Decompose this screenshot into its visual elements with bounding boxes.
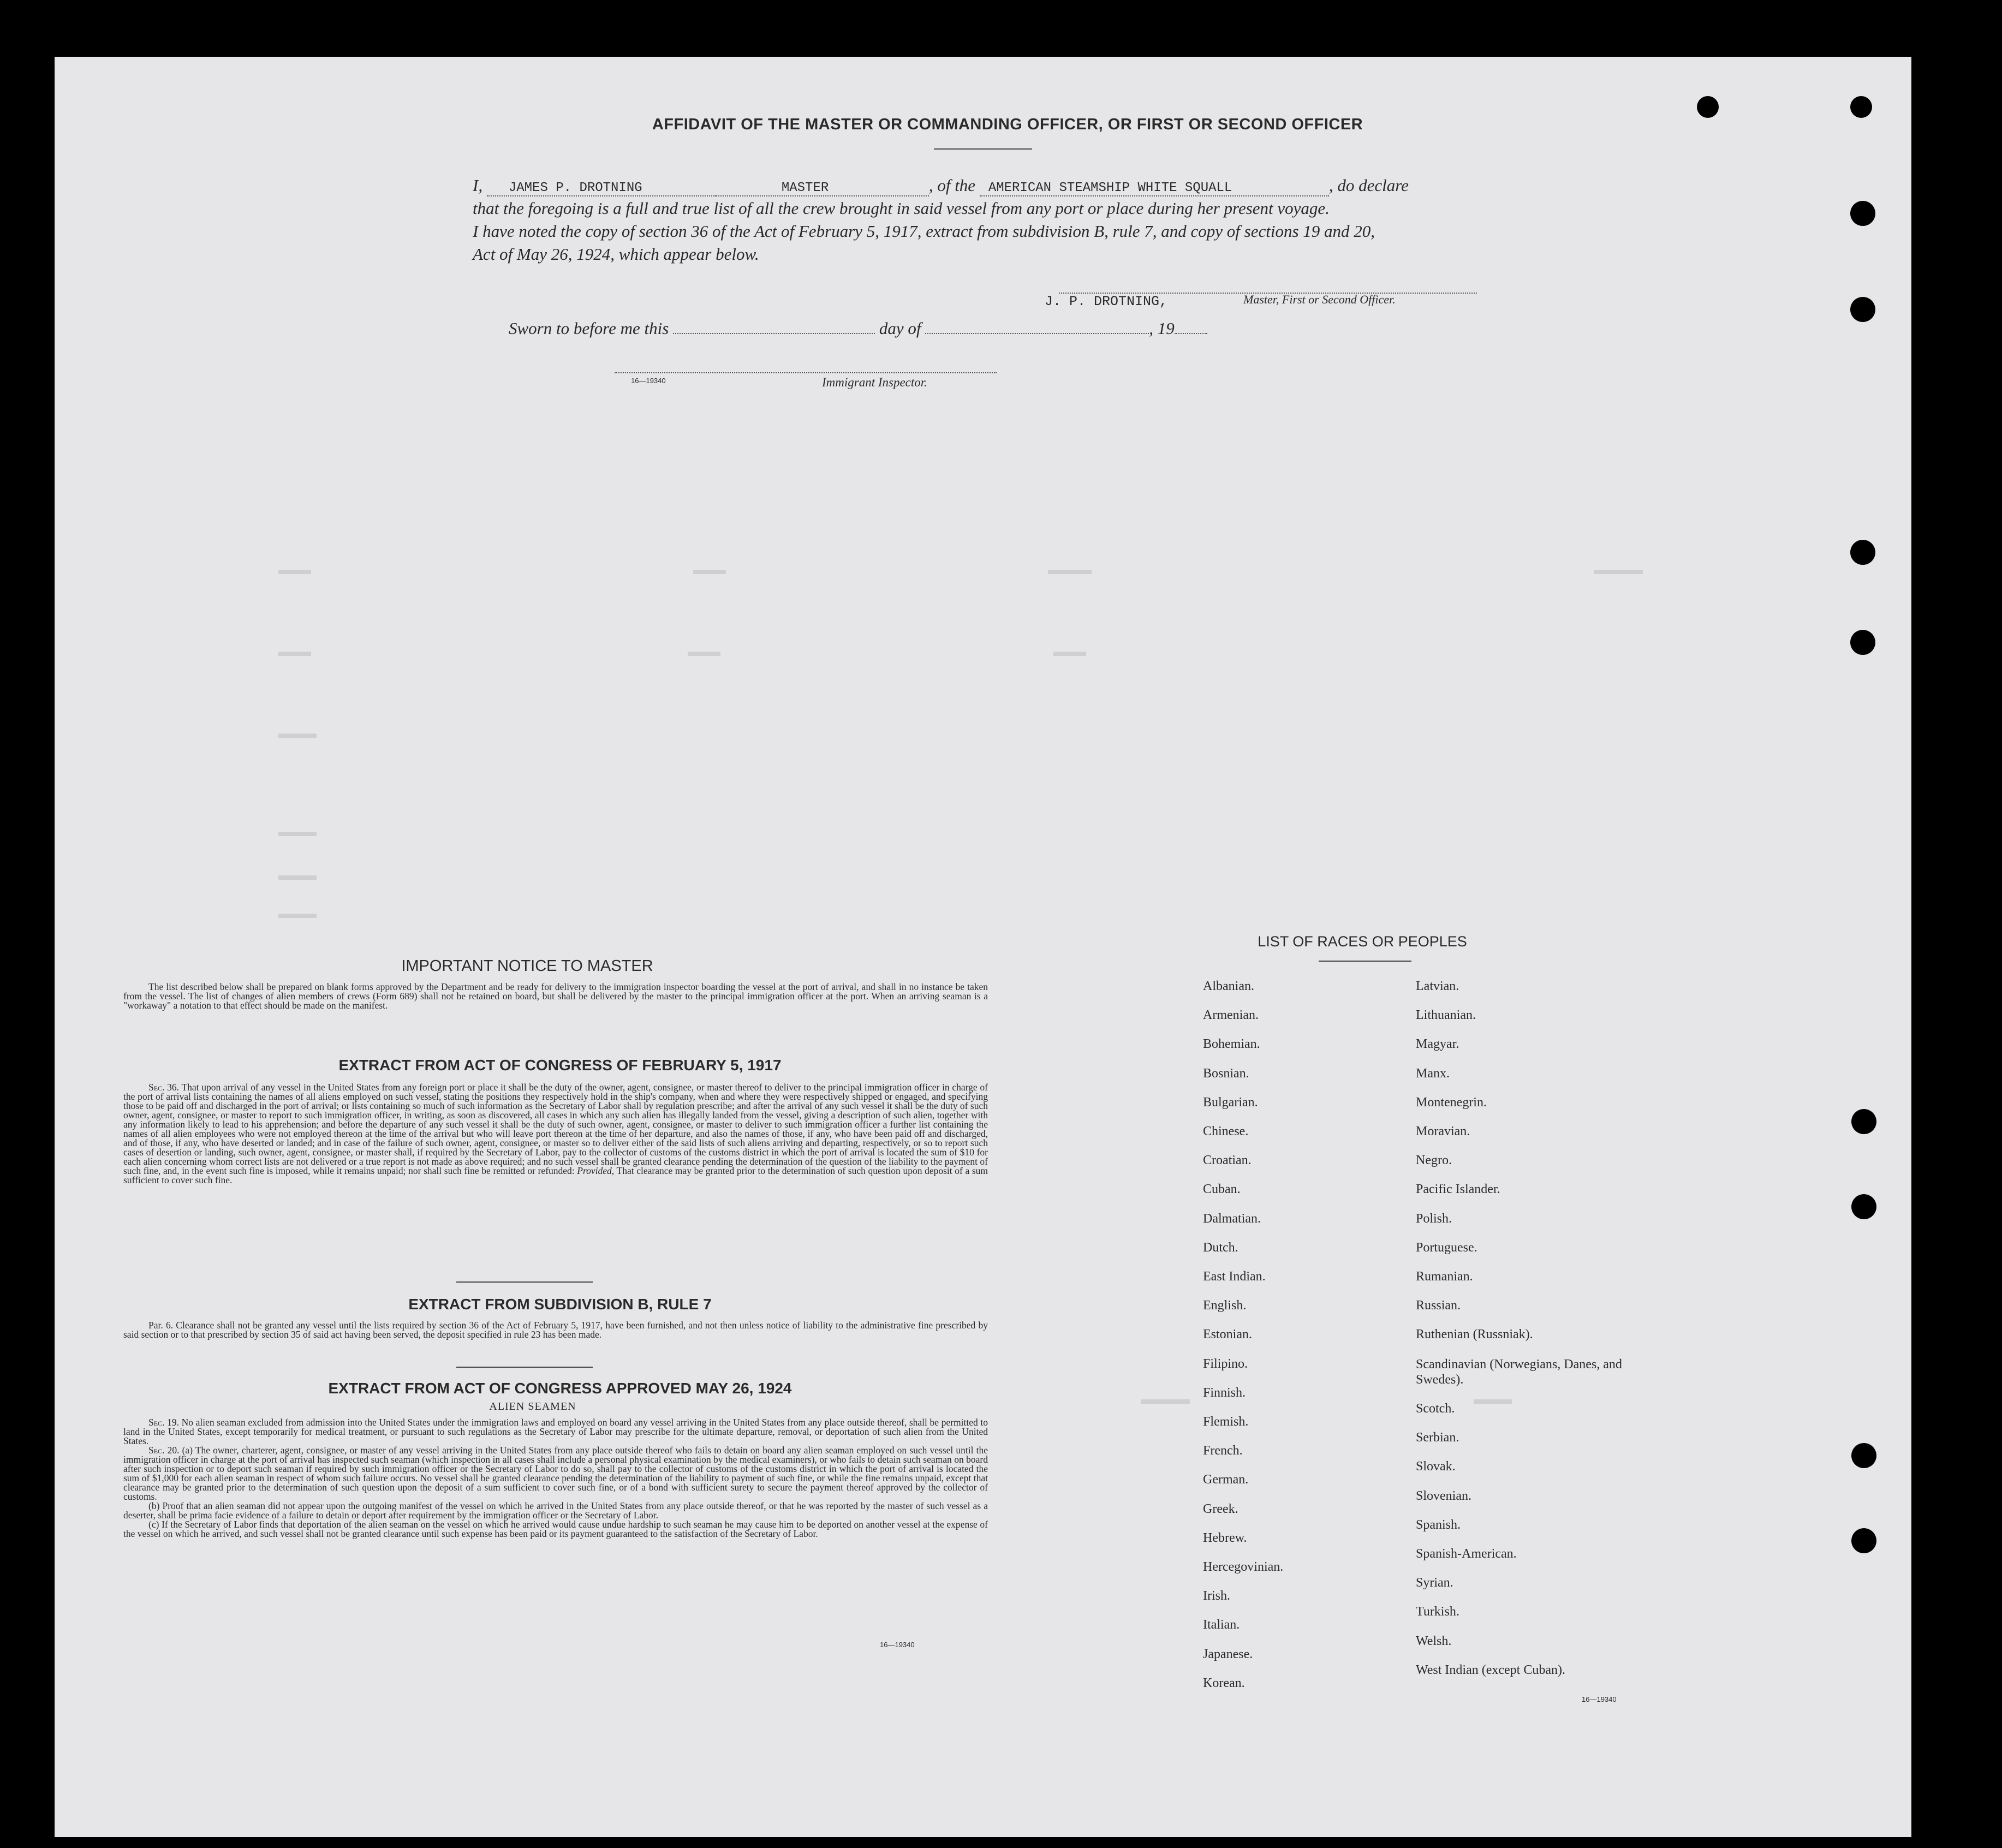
provided-word: Provided, xyxy=(577,1165,615,1176)
year-text: , 19 xyxy=(1149,319,1175,338)
race-item: Welsh. xyxy=(1416,1634,1452,1648)
bleed-through-mark xyxy=(1594,570,1643,574)
section-36-label: Sec. 36. xyxy=(148,1082,180,1093)
punch-hole xyxy=(1850,201,1875,226)
punch-hole xyxy=(1850,630,1875,655)
race-item: Estonian. xyxy=(1203,1327,1252,1342)
section-divider xyxy=(456,1367,593,1368)
affidavit-line-3: I have noted the copy of section 36 of the Act of February 5, 1917, extract from subdivision B, rule 7, and copy of sections 19 and 20, xyxy=(473,222,1375,241)
bleed-through-mark xyxy=(278,652,311,656)
section-36-paragraph xyxy=(123,1083,988,1185)
section-20a-paragraph xyxy=(123,1446,988,1501)
master-name: JAMES P. DROTNING xyxy=(508,181,642,195)
race-item: Lithuanian. xyxy=(1416,1008,1476,1023)
vessel-name-field xyxy=(980,176,1329,196)
punch-hole xyxy=(1851,1194,1876,1219)
title-underline xyxy=(934,148,1032,150)
punch-hole xyxy=(1850,540,1875,565)
race-item: Montenegrin. xyxy=(1416,1095,1487,1110)
bleed-through-mark xyxy=(1053,652,1086,656)
notice-paragraph: The list described below shall be prepared on blank forms approved by the Department and be ready for delivery to the immigration inspector boarding the vessel at the port of arrival, and shall in no instance be taken from the vessel. The list of changes of alien members of crews (Form 689) shall not be retained on board, but shall be delivered by the master to the principal immigration officer at the port. When an arriving seaman is a "workaway" a notation to that effect should be made on the manifest. xyxy=(123,981,988,1011)
section-19-label: Sec. 19. xyxy=(148,1417,179,1428)
race-item: Negro. xyxy=(1416,1153,1452,1168)
race-item: English. xyxy=(1203,1298,1247,1313)
race-item: German. xyxy=(1203,1473,1249,1487)
punch-hole xyxy=(1851,1443,1876,1468)
section-19-paragraph xyxy=(123,1418,988,1446)
sworn-line xyxy=(509,319,1207,338)
form-number: 16—19340 xyxy=(631,377,666,385)
alien-seamen-subtitle: ALIEN SEAMEN xyxy=(489,1400,576,1412)
bleed-through-mark xyxy=(1048,570,1092,574)
race-item: Armenian. xyxy=(1203,1008,1259,1023)
bleed-through-mark xyxy=(278,832,317,836)
section-20c-paragraph: (c) If the Secretary of Labor finds that deportation of the alien seaman on the vessel on which he arrived would cause undue hardship to such seaman he may cause him to be deported on another vessel at the expense of the vessel on which he arrived, and such vessel shall not be granted clearance until such expense has been paid or its payment guaranteed to the satisfaction of the Secretary of Labor. xyxy=(123,1519,988,1539)
race-item: Croatian. xyxy=(1203,1153,1252,1168)
bleed-through-mark xyxy=(688,652,720,656)
race-item: Portuguese. xyxy=(1416,1240,1477,1255)
race-item: Manx. xyxy=(1416,1066,1450,1081)
affidavit-line-4: Act of May 26, 1924, which appear below. xyxy=(473,245,759,264)
master-rank-field xyxy=(716,176,929,196)
officer-signature: J. P. DROTNING, xyxy=(1045,294,1168,309)
race-item: Scandinavian (Norwegians, Danes, and Swedes). xyxy=(1416,1357,1622,1387)
bleed-through-mark xyxy=(278,734,317,738)
bleed-through-mark xyxy=(278,570,311,574)
section-20b-paragraph: (b) Proof that an alien seaman did not appear upon the outgoing manifest of the vessel on which he arrived in the United States from any place outside thereof, or that he was reported by the master of such vessel as a deserter, shall be prima facie evidence of a failure to detain or deport after requirement by the immigration officer or the Secretary of Labor. xyxy=(123,1500,988,1521)
race-item: Greek. xyxy=(1203,1501,1238,1516)
punch-hole xyxy=(1850,297,1875,322)
punch-hole xyxy=(1851,1109,1876,1134)
race-item: Irish. xyxy=(1203,1589,1230,1603)
races-title: LIST OF RACES OR PEOPLES xyxy=(1258,933,1467,950)
race-item: Bulgarian. xyxy=(1203,1095,1258,1110)
vessel-name: AMERICAN STEAMSHIP WHITE SQUALL xyxy=(988,181,1232,195)
race-item: Pacific Islander. xyxy=(1416,1182,1500,1197)
master-name-field xyxy=(487,176,716,196)
pronoun-text: I, xyxy=(473,176,483,195)
race-item: Finnish. xyxy=(1203,1385,1246,1400)
race-item: Scotch. xyxy=(1416,1402,1455,1416)
race-item: Russian. xyxy=(1416,1298,1461,1313)
race-item: French. xyxy=(1203,1444,1243,1458)
extract-1917-title: EXTRACT FROM ACT OF CONGRESS OF FEBRUARY 5, 1917 xyxy=(338,1057,782,1074)
race-item: Dalmatian. xyxy=(1203,1211,1261,1226)
race-item: Slovenian. xyxy=(1416,1488,1471,1503)
notice-text xyxy=(123,982,988,1010)
affidavit-line-1 xyxy=(473,176,1409,196)
race-item: Flemish. xyxy=(1203,1415,1249,1429)
extract-1924-text xyxy=(123,1418,988,1539)
race-item: Spanish. xyxy=(1416,1517,1461,1532)
rule-7-text xyxy=(123,1321,988,1339)
sworn-year-field xyxy=(1175,333,1207,334)
document-page xyxy=(55,57,1911,1837)
section-divider xyxy=(456,1281,593,1283)
section-36-text-b: That clearance may be granted prior to the determination of such question upon deposit of a sum sufficient to cover such fine. xyxy=(123,1165,988,1185)
rule-7-paragraph: Par. 6. Clearance shall not be granted any vessel until the lists required by section 36 of the Act of February 5, 1917, have been furnished, and not then unless notice of liability to the administrative fine prescribed by said section or to that prescribed by section 35 of said act having been served, the deposit specified in rule 23 has been made. xyxy=(123,1320,988,1340)
race-item: Serbian. xyxy=(1416,1430,1459,1445)
race-item: Japanese. xyxy=(1203,1647,1253,1661)
section-20-label: Sec. 20. xyxy=(148,1445,180,1456)
race-item: Syrian. xyxy=(1416,1576,1453,1590)
master-rank: MASTER xyxy=(781,181,829,195)
race-item: Hercegovinian. xyxy=(1203,1560,1284,1574)
race-item: West Indian (except Cuban). xyxy=(1416,1662,1565,1677)
form-number: 16—19340 xyxy=(880,1641,915,1649)
race-item: Dutch. xyxy=(1203,1240,1238,1255)
section-36-text-a: That upon arrival of any vessel in the United States from any foreign port or place it shall be the duty of the owner, agent, consignee, or master thereof to deliver to the principal immigration officer in charge of the port of arrival lists containing the names of all aliens employed on such vessel, stating the positions they respectively hold in the ship's company, when and where they were respectively shipped or engaged, and specifying those to be paid off and discharged in the port of arrival; or lists containing so much of such information as the Secretary of Labor shall by regulation prescribe; and after the arrival of any such vessel it shall be the duty of such owner, agent, consignee, or master to report to such immigration officer, in writing, as soon as discovered, all cases in which any such alien has illegally landed from the vessel, giving a description of such alien, together with any information likely to lead to his apprehension; and before the departure of any such vessel it shall be the duty of such owner, agent, consignee, or master to deliver to such immigration officer a further list containing the names of all alien employees who were not employed thereon at the time of the arrival but who will leave port thereon at the time of her departure, and also the names of those, if any, who have been paid off and discharged, and of those, if any, who have deserted or landed; and in case of the failure of such owner, agent, consignee, or master so to deliver either of the said lists of such aliens arriving and departing, respectively, or so to report such cases of desertion or landing, such owner, agent, consignee, or master shall, if required by the Secretary of Labor, pay to the collector of customs of the customs district in which the port of arrival is located the sum of $10 for each alien concerning whom correct lists are not delivered or a true report is not made as above required; and no such vessel shall be granted clearance pending the determination of the question of the liability to the payment of such fine, and, in the event such fine is imposed, while it remains unpaid; nor shall such fine be remitted or refunded: xyxy=(123,1082,988,1176)
day-of-text: day of xyxy=(879,319,921,338)
race-item: Moravian. xyxy=(1416,1124,1470,1138)
race-item: Rumanian. xyxy=(1416,1269,1473,1284)
bleed-through-mark xyxy=(693,570,726,574)
signature-caption: Master, First or Second Officer. xyxy=(1243,293,1396,306)
race-item: Slovak. xyxy=(1416,1459,1456,1474)
race-item: Filipino. xyxy=(1203,1356,1248,1371)
punch-hole xyxy=(1850,96,1872,118)
race-item: Albanian. xyxy=(1203,979,1254,993)
rule-7-title: EXTRACT FROM SUBDIVISION B, RULE 7 xyxy=(408,1296,712,1313)
punch-hole xyxy=(1697,96,1719,118)
do-declare-text: , do declare xyxy=(1328,176,1409,195)
race-item: Korean. xyxy=(1203,1676,1245,1690)
form-number: 16—19340 xyxy=(1582,1695,1617,1703)
sworn-month-field xyxy=(925,333,1149,334)
race-item: East Indian. xyxy=(1203,1269,1266,1284)
bleed-through-mark xyxy=(1474,1399,1512,1404)
race-item: Latvian. xyxy=(1416,979,1459,993)
race-item: Ruthenian (Russniak). xyxy=(1416,1327,1533,1342)
extract-1924-title: EXTRACT FROM ACT OF CONGRESS APPROVED MAY 26, 1924 xyxy=(328,1380,792,1397)
bleed-through-mark xyxy=(278,914,317,918)
of-the-text: , of the xyxy=(928,176,976,195)
races-title-underline xyxy=(1319,961,1411,962)
race-item: Polish. xyxy=(1416,1211,1452,1226)
affidavit-title: AFFIDAVIT OF THE MASTER OR COMMANDING OFFICER, OR FIRST OR SECOND OFFICER xyxy=(652,116,1363,133)
race-item: Chinese. xyxy=(1203,1124,1249,1138)
affidavit-line-2: that the foregoing is a full and true list of all the crew brought in said vessel from any port or place during her present voyage. xyxy=(473,199,1330,218)
section-19-text: No alien seaman excluded from admission into the United States under the immigration laws and employed on board any vessel arriving in the United States from any place outside thereof, shall be permitted to land in the United States, except temporarily for medical treatment, or pursuant to such regulations as the Secretary of Labor may prescribe for the ultimate departure, removal, or deportation of such alien from the United States. xyxy=(123,1417,988,1446)
race-item: Bosnian. xyxy=(1203,1066,1249,1081)
extract-1917-text xyxy=(123,1083,988,1185)
notice-title: IMPORTANT NOTICE TO MASTER xyxy=(401,957,653,975)
race-item: Bohemian. xyxy=(1203,1037,1260,1052)
race-item: Magyar. xyxy=(1416,1037,1459,1052)
race-item: Cuban. xyxy=(1203,1182,1241,1197)
race-item: Italian. xyxy=(1203,1618,1240,1632)
race-item: Turkish. xyxy=(1416,1605,1459,1619)
race-item: Hebrew. xyxy=(1203,1530,1247,1545)
sworn-text: Sworn to before me this xyxy=(509,319,669,338)
race-item: Spanish-American. xyxy=(1416,1547,1517,1561)
punch-hole xyxy=(1851,1528,1876,1553)
sworn-day-field xyxy=(673,333,875,334)
bleed-through-mark xyxy=(1141,1399,1190,1404)
inspector-signature-line xyxy=(615,372,997,373)
bleed-through-mark xyxy=(278,875,317,880)
section-20a-text: (a) The owner, charterer, agent, consignee, or master of any vessel arriving in the United States from any place outside thereof who fails to detain on board any alien seaman employed on such vessel until the immigration officer in charge at the port of arrival has inspected such seaman (which inspection in all cases shall include a personal physical examination by the medical examiners), or who fails to detain such seaman on board after such inspection or to deport such seaman if required by such immigration officer or the Secretary of Labor to do so, shall pay to the collector of customs of the customs district in which the port of arrival is located the sum of $1,000 for each alien seaman in respect of whom such failure occurs. No vessel shall be granted clearance pending the determination of the liability to payment of such fine, or while the fine remains unpaid, except that clearance may be granted prior to the determination of such question upon the deposit of a sum sufficient to cover such fine, or of a bond with sufficient surety to secure the payment thereof approved by the collector of customs. xyxy=(123,1445,988,1502)
inspector-caption: Immigrant Inspector. xyxy=(822,375,927,389)
